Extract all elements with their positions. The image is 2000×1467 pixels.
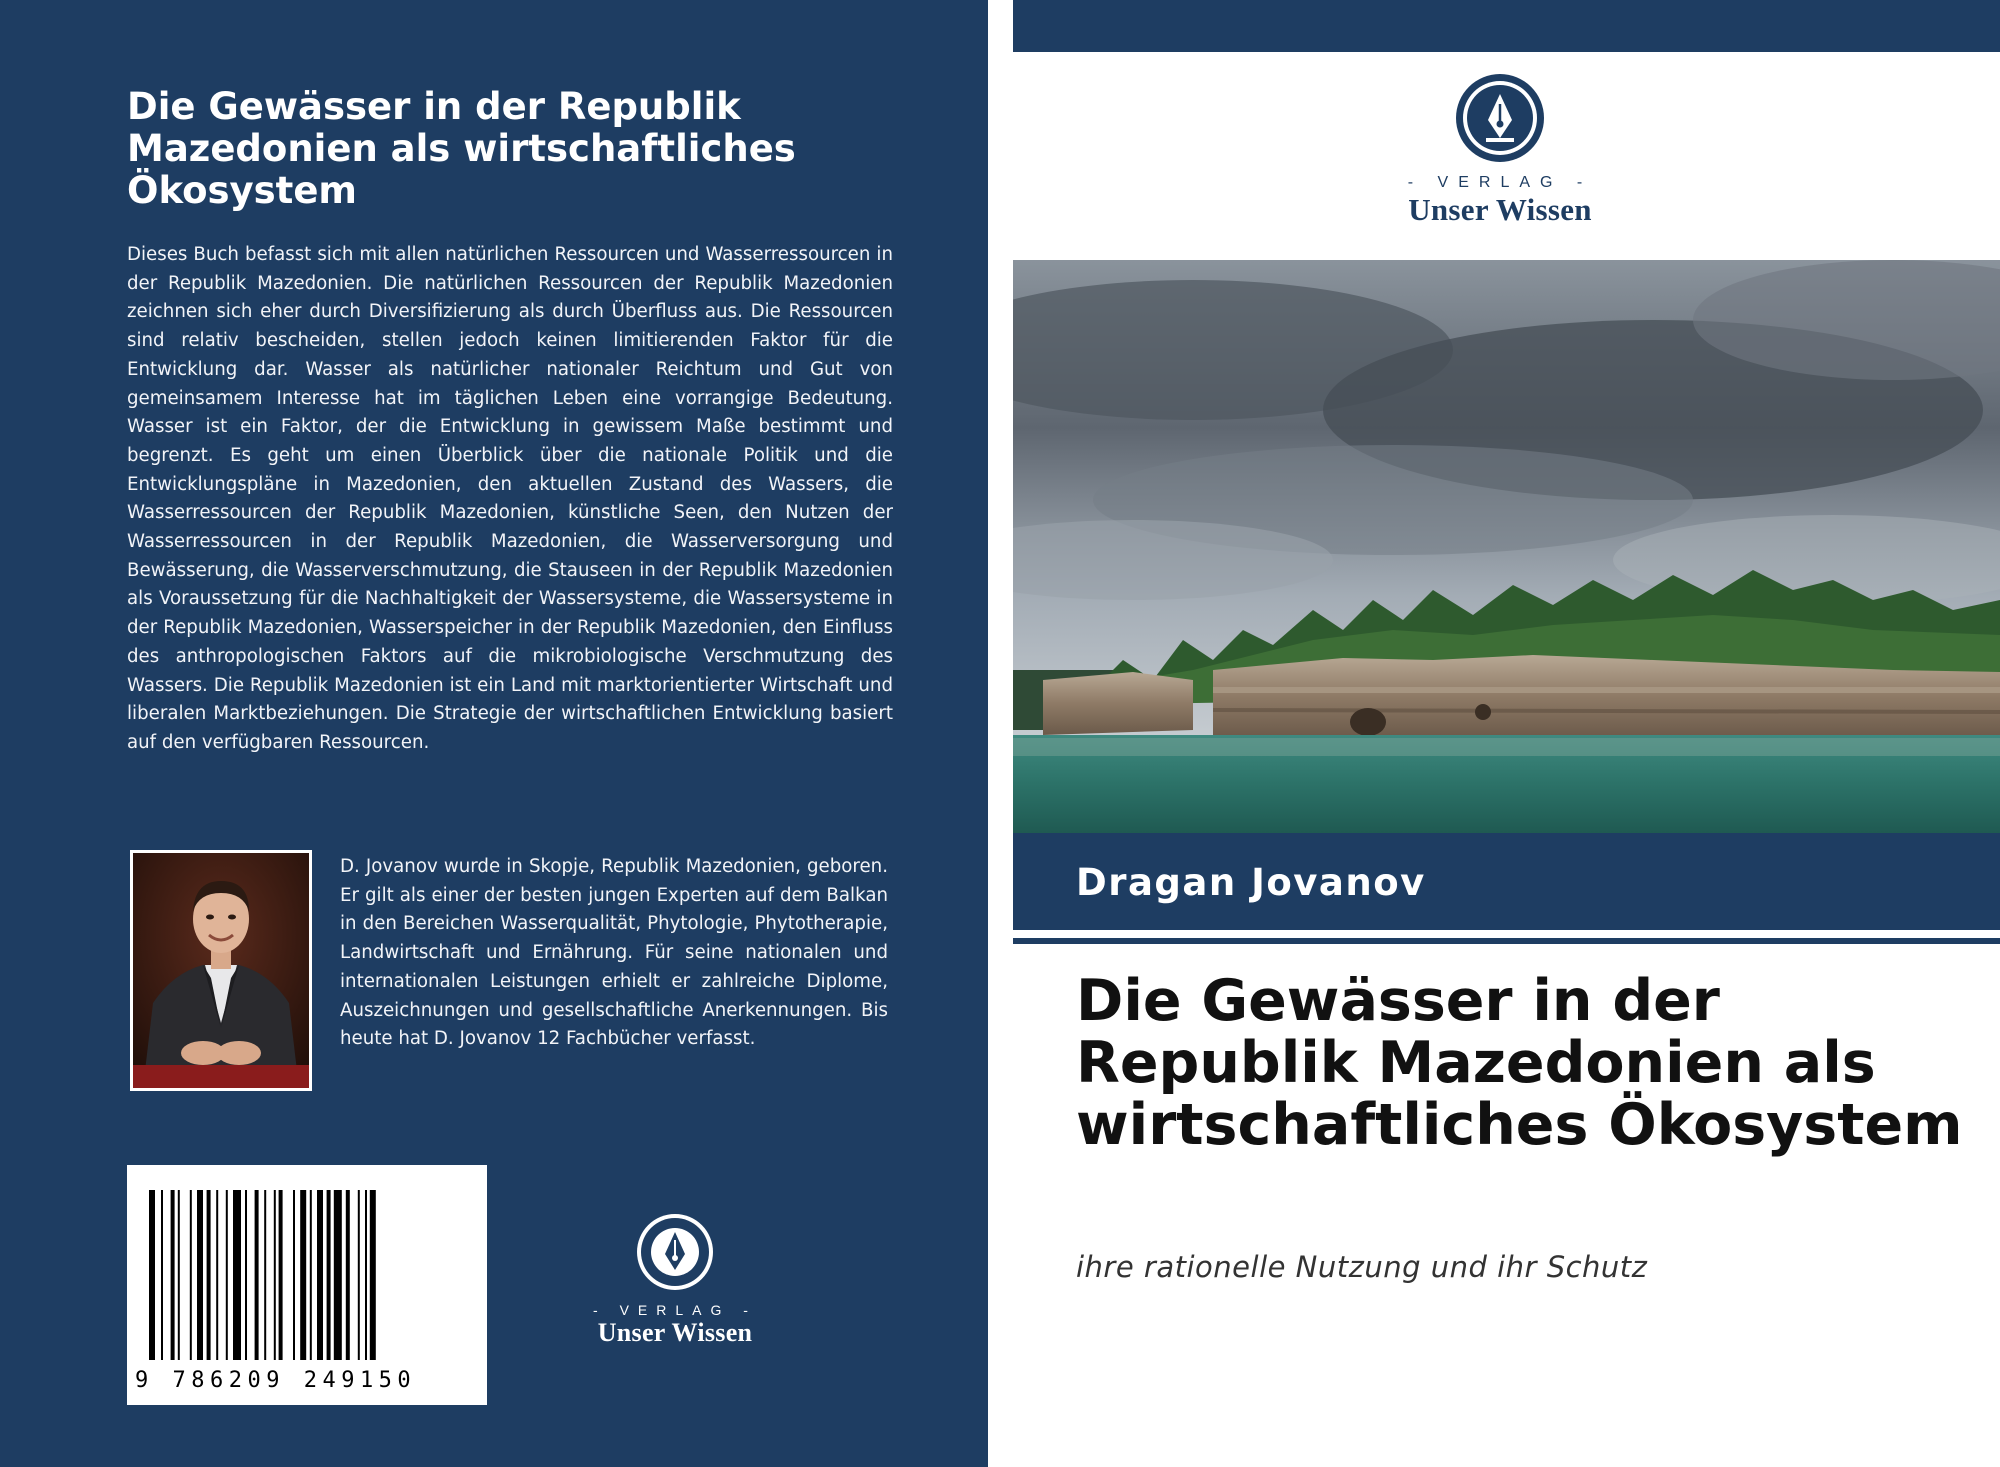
barcode-bar xyxy=(358,1190,360,1360)
barcode-bar xyxy=(370,1190,376,1360)
cover-photo xyxy=(1013,260,2000,833)
lake-cliff-landscape-image xyxy=(1013,260,2000,833)
back-cover-title: Die Gewässer in der Republik Mazedonien als wirtschaftliches Ökosystem xyxy=(127,85,796,212)
barcode-bar xyxy=(255,1190,259,1360)
back-cover-blurb: Dieses Buch befasst sich mit allen natürlichen Ressourcen und Wasserressourcen in der Republik Mazedonien. Die natürlichen Ressourcen der Republik Mazedonien zeichnen sich eher durch Diversifizierung als durch Überfluss aus. Die Ressourcen sind relativ bescheiden, stellen jedoch keinen limitierenden Faktor für die Entwicklung dar. Wasser als natürlicher nationaler Reichtum und Gut von gemeinsamem Interesse hat im täglichen Leben eine vorrangige Bedeutung. Wasser ist ein Faktor, der die Entwicklung in gewissem Maße bestimmt und begrenzt. Es geht um einen Überblick über die nationale Politik und die Entwicklungspläne in Mazedonien, den aktuellen Zustand des Wassers, die Wasserressourcen der Republik Mazedonien, künstliche Seen, den Nutzen der Wasserressourcen in der Republik Mazedonien, die Wasserversorgung und Bewässerung, die Wasserverschmutzung, die Stauseen in der Republik Mazedonien als Voraussetzung für die Nachhaltigkeit der Wassersysteme, die Wassersysteme in der Republik Mazedonien, Wasserspeicher in der Republik Mazedonien, den Einfluss des anthropologischen Faktors auf die mikrobiologische Verschmutzung des Wassers. Die Republik Mazedonien ist ein Land mit marktorientierter Wirtschaft und liberalen Marktbeziehungen. Die Strategie der wirtschaftlichen Entwicklung basiert auf den verfügbaren Ressourcen. xyxy=(127,244,893,753)
barcode-bar xyxy=(346,1190,350,1360)
author-name: Dragan Jovanov xyxy=(1076,861,1426,904)
barcode-bar xyxy=(190,1190,192,1360)
front-cover-subtitle: ihre rationelle Nutzung und ihr Schutz xyxy=(1076,1250,1648,1284)
author-photo xyxy=(130,850,312,1091)
barcode-bar xyxy=(197,1190,203,1360)
barcode-bar xyxy=(149,1190,155,1360)
front-cover xyxy=(1013,0,2000,1467)
back-cover xyxy=(0,0,988,1467)
author-photo-image xyxy=(133,853,309,1088)
divider-rule xyxy=(1013,938,2000,944)
barcode-bar xyxy=(334,1190,342,1360)
barcode-bar xyxy=(365,1190,367,1360)
barcode-bar xyxy=(171,1190,175,1360)
front-publisher-logo xyxy=(1370,72,1630,228)
back-logo-name: Unser Wissen xyxy=(597,1318,753,1347)
front-logo-verlag: - VERLAG - xyxy=(1407,174,1593,191)
barcode-bar xyxy=(161,1190,163,1360)
isbn-barcode xyxy=(127,1165,487,1405)
barcode-bar xyxy=(274,1190,276,1360)
fountain-pen-nib-icon xyxy=(1454,72,1546,164)
isbn-digits: 9 786209 249150 xyxy=(135,1368,479,1393)
front-top-bar xyxy=(1013,0,2000,52)
barcode-bar xyxy=(300,1190,306,1360)
back-publisher-logo xyxy=(560,1212,790,1348)
barcode-bar xyxy=(310,1190,312,1360)
barcode-bar xyxy=(327,1190,331,1360)
spine xyxy=(988,0,1013,1467)
barcode-bar xyxy=(178,1190,180,1360)
barcode-bar xyxy=(207,1190,211,1360)
barcode-bar xyxy=(245,1190,247,1360)
barcode-bar xyxy=(317,1190,323,1360)
barcode-bar xyxy=(226,1190,228,1360)
author-bio: D. Jovanov wurde in Skopje, Republik Mazedonien, geboren. Er gilt als einer der besten jungen Experten auf dem Balkan in den Bereichen Wasserqualität, Phytologie, Phytotherapie, Landwirtschaft und Ernährung. Für seine nationalen und internationalen Leistungen erhielt er zahlreiche Diplome, Auszeichnungen und gesellschaftliche Anerkennungen. Bis heute hat D. Jovanov 12 Fachbücher verfasst. xyxy=(340,856,888,1050)
barcode-bar xyxy=(233,1190,241,1360)
author-band xyxy=(1013,833,2000,930)
back-logo-verlag: - VERLAG - xyxy=(593,1302,757,1318)
barcode-bar xyxy=(216,1190,218,1360)
front-logo-name: Unser Wissen xyxy=(1408,192,1592,227)
front-cover-title: Die Gewässer in der Republik Mazedonien als wirtschaftliches Ökosystem xyxy=(1076,968,1963,1158)
barcode-bar xyxy=(264,1190,266,1360)
barcode-bar xyxy=(279,1190,283,1360)
barcode-bar xyxy=(293,1190,295,1360)
fountain-pen-nib-icon xyxy=(635,1212,715,1292)
